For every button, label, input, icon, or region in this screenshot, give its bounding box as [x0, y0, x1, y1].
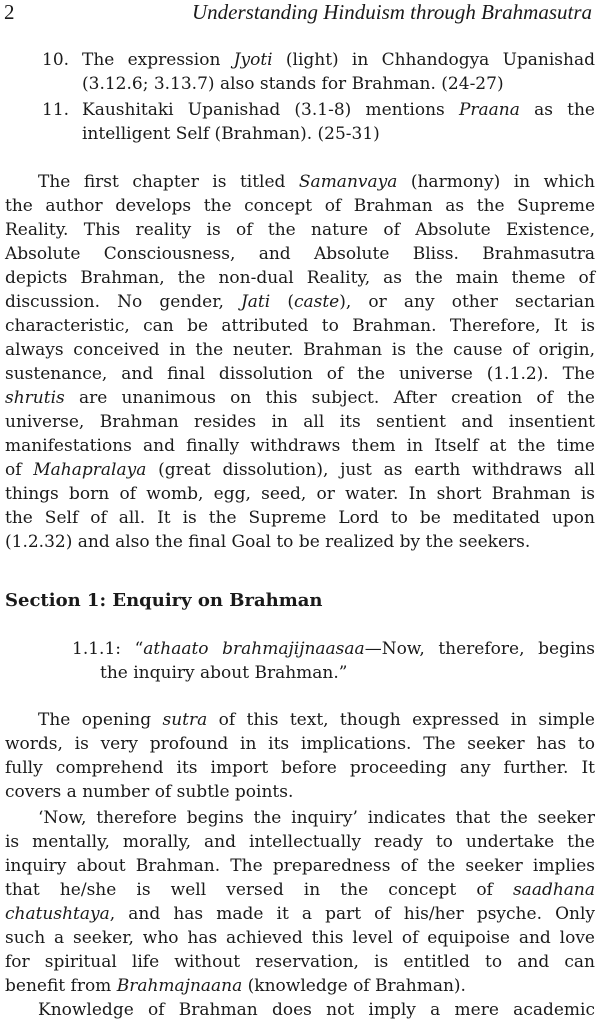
text-line: inquiry about Brahman. The preparedness of the seeker implies [5, 856, 595, 876]
list-item-line: Kaushitaki Upanishad (3.1-8) mentions Praana as the [82, 100, 595, 120]
text-line: for spiritual life without reservation, is entitled to and can [5, 952, 595, 972]
italic-term: Samanvaya [298, 172, 398, 192]
text-line: benefit from Brahmajnaana (knowledge of Brahman). [5, 976, 466, 996]
italic-term: Jati [240, 292, 271, 312]
italic-term: Jyoti [233, 50, 273, 70]
text-line: depicts Brahman, the non-dual Reality, as the main theme of [5, 268, 595, 288]
text-line: is mentally, morally, and intellectually ready to undertake the [5, 832, 595, 852]
text-line: (1.2.32) and also the final Goal to be realized by the seekers. [5, 532, 531, 552]
text-line: The first chapter is titled Samanvaya (harmony) in which [38, 172, 595, 192]
text-line: such a seeker, who has achieved this level of equipoise and love [5, 928, 595, 948]
italic-term: saadhana [512, 880, 595, 900]
text-line: of Mahapralaya (great dissolution), just as earth withdraws all [5, 460, 595, 480]
list-item-line: (3.12.6; 3.13.7) also stands for Brahman. (24-27) [82, 74, 504, 94]
text-line: Knowledge of Brahman does not imply a mere academic [38, 1000, 595, 1020]
text-line: always conceived in the neuter. Brahman is the cause of origin, [5, 340, 595, 360]
italic-term: athaato brahmajijnaasaa [143, 639, 365, 659]
list-item-number: 11. [42, 100, 70, 120]
text-line: chatushtaya, and has made it a part of his/her psyche. Only [5, 904, 595, 924]
text-line: 1.1.1: “athaato brahmajijnaasaa—Now, therefore, begins [72, 639, 596, 659]
italic-term: caste [293, 292, 340, 312]
text-line: that he/she is well versed in the concept of saadhana [5, 880, 595, 900]
italic-term: Brahmajnaana [116, 976, 243, 996]
text-line: covers a number of subtle points. [5, 782, 294, 802]
text-line: the inquiry about Brahman.” [100, 663, 348, 683]
text-line: discussion. No gender, Jati (caste), or any other sectarian [5, 292, 595, 312]
text-line: Reality. This reality is of the nature of Absolute Existence, [5, 220, 595, 240]
list-item-line: The expression Jyoti (light) in Chhandogya Upanishad [82, 50, 595, 70]
text-line: ‘Now, therefore begins the inquiry’ indicates that the seeker [38, 808, 595, 828]
list-item-line: intelligent Self (Brahman). (25-31) [82, 124, 380, 144]
text-line: characteristic, can be attributed to Brahman. Therefore, It is [5, 316, 595, 336]
page-number: 2 [4, 0, 15, 24]
italic-term: Mahapralaya [33, 460, 147, 480]
text-line: sustenance, and final dissolution of the universe (1.1.2). The [5, 364, 595, 384]
text-line: things born of womb, egg, seed, or water. In short Brahman is [5, 484, 595, 504]
text-line: the author develops the concept of Brahman as the Supreme [5, 196, 595, 216]
running-title: Understanding Hinduism through Brahmasutra [192, 0, 592, 24]
text-line: the Self of all. It is the Supreme Lord to be meditated upon [5, 508, 595, 528]
text-line: fully comprehend its import before proceeding any further. It [5, 758, 595, 778]
italic-term: sutra [162, 710, 208, 730]
italic-term: chatushtaya [5, 904, 110, 924]
text-line: manifestations and finally withdraws them in Itself at the time [5, 436, 595, 456]
text-line: The opening sutra of this text, though expressed in simple [38, 710, 595, 730]
page-header [0, 0, 600, 26]
text-line: words, is very profound in its implications. The seeker has to [5, 734, 595, 754]
text-line: Absolute Consciousness, and Absolute Bliss. Brahmasutra [5, 244, 595, 264]
italic-term: Praana [458, 100, 520, 120]
italic-term: shrutis [5, 388, 65, 408]
section-heading: Section 1: Enquiry on Brahman [5, 590, 323, 611]
list-item-number: 10. [42, 50, 70, 70]
text-line: shrutis are unanimous on this subject. After creation of the [5, 388, 595, 408]
text-line: universe, Brahman resides in all its sentient and insentient [5, 412, 595, 432]
